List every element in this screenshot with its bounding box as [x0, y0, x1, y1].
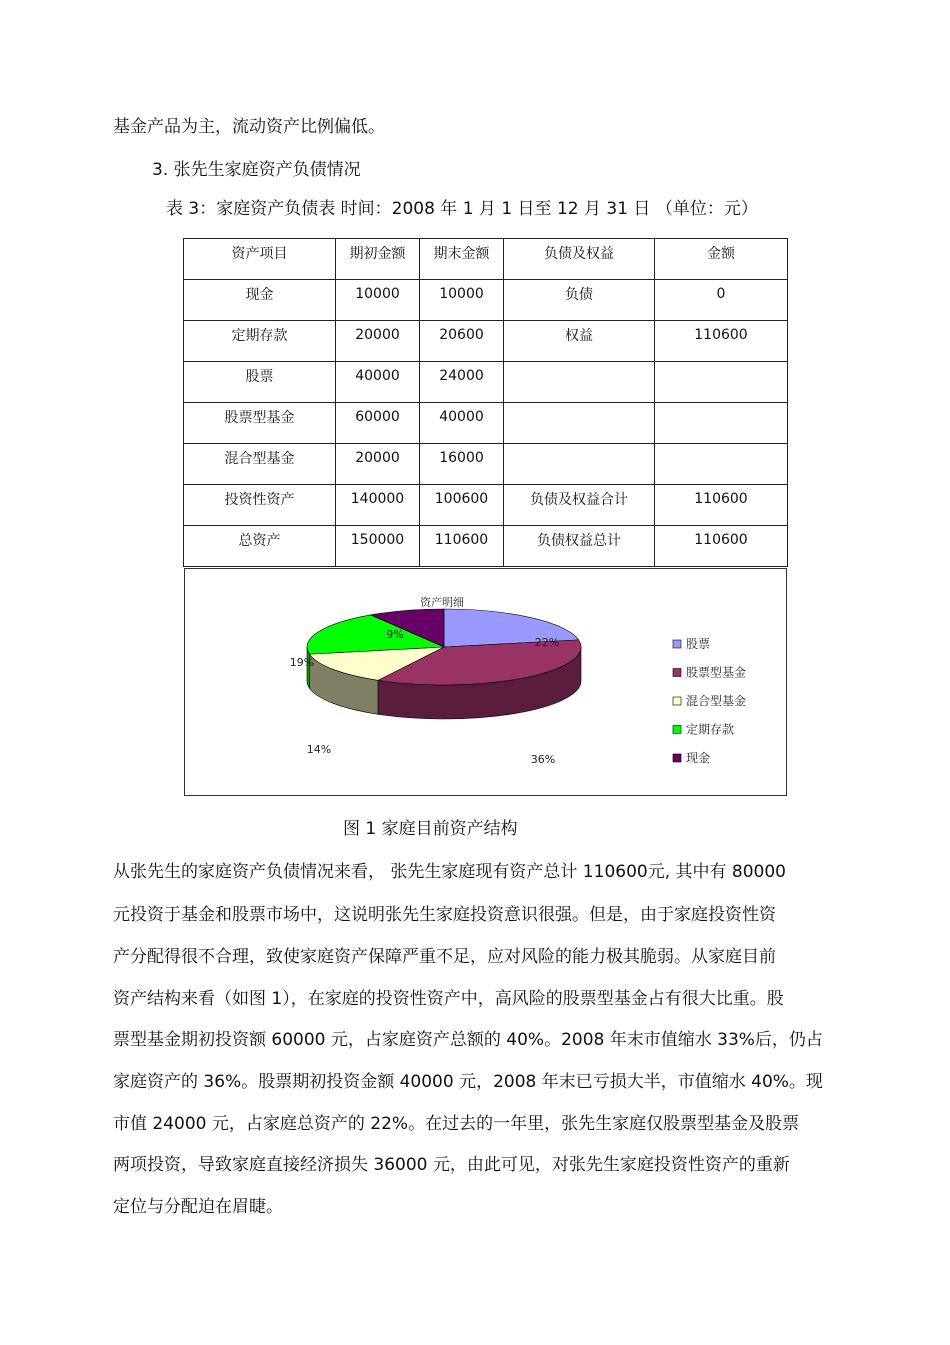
table-header-cell: 期末金额: [420, 239, 504, 280]
legend-swatch: [673, 754, 681, 762]
paragraph-line: 元投资于基金和股票市场中，这说明张先生家庭投资意识很强。但是，由于家庭投资性资: [113, 905, 776, 925]
table-cell: 150000: [336, 526, 420, 567]
table-cell: 权益: [504, 321, 655, 362]
table-header-cell: 期初金额: [336, 239, 420, 280]
legend-label: 股票: [686, 637, 711, 651]
table-cell: 负债权益总计: [504, 526, 655, 567]
table-cell: 20600: [420, 321, 504, 362]
table-header-row: [184, 239, 788, 280]
asset-pie-chart: [184, 568, 787, 796]
table-cell: 24000: [420, 362, 504, 403]
paragraph-line: 定位与分配迫在眉睫。: [113, 1197, 283, 1217]
table-cell: 10000: [420, 280, 504, 321]
legend-label: 股票型基金: [686, 665, 747, 680]
legend-swatch: [673, 640, 681, 648]
table-row: [184, 362, 788, 403]
paragraph-line: 从张先生的家庭资产负债情况来看， 张先生家庭现有资产总计 110600元, 其中有 80000: [113, 862, 786, 882]
pie-chart-svg: [185, 569, 788, 797]
table-row: [184, 403, 788, 444]
table-cell: 负债: [504, 280, 655, 321]
paragraph-line: 两项投资，导致家庭直接经济损失 36000 元，由此可见，对张先生家庭投资性资产的重新: [113, 1155, 790, 1175]
table-cell: [655, 444, 788, 485]
table-header-cell: 资产项目: [184, 239, 336, 280]
table-row: [184, 321, 788, 362]
table-cell: 110600: [420, 526, 504, 567]
paragraph-line: 家庭资产的 36%。股票期初投资金额 40000 元，2008 年末已亏损大半，市值缩水 40%。现: [113, 1072, 823, 1092]
table-header-cell: 金额: [655, 239, 788, 280]
balance-sheet-table: [183, 238, 788, 567]
paragraph-line: 产分配得很不合理，致使家庭资产保障严重不足，应对风险的能力极其脆弱。从家庭目前: [113, 947, 776, 967]
table-cell: [655, 403, 788, 444]
table-cell: 投资性资产: [184, 485, 336, 526]
pie-slice-label: 19%: [289, 656, 315, 669]
table-cell: 股票: [184, 362, 336, 403]
table-cell: 40000: [336, 362, 420, 403]
legend-label: 现金: [686, 751, 711, 765]
intro-line: 基金产品为主，流动资产比例偏低。: [113, 117, 385, 137]
table-cell: 20000: [336, 321, 420, 362]
table-cell: 定期存款: [184, 321, 336, 362]
table-cell: 总资产: [184, 526, 336, 567]
pie-slice-label: 14%: [306, 743, 332, 756]
table-cell: [504, 444, 655, 485]
table-cell: 现金: [184, 280, 336, 321]
legend-swatch: [673, 697, 681, 705]
table-cell: 20000: [336, 444, 420, 485]
table-cell: 100600: [420, 485, 504, 526]
table-cell: 混合型基金: [184, 444, 336, 485]
legend-swatch: [673, 726, 681, 734]
table-row: [184, 485, 788, 526]
table-cell: 140000: [336, 485, 420, 526]
table-cell: [504, 362, 655, 403]
table-cell: 110600: [655, 321, 788, 362]
paragraph-line: 资产结构来看（如图 1），在家庭的投资性资产中，高风险的股票型基金占有很大比重。股: [113, 989, 784, 1009]
table-cell: 40000: [420, 403, 504, 444]
table-cell: 110600: [655, 526, 788, 567]
table-cell: [504, 403, 655, 444]
table-cell: 110600: [655, 485, 788, 526]
table-cell: 16000: [420, 444, 504, 485]
section-heading: 3. 张先生家庭资产负债情况: [152, 160, 361, 180]
pie-slice-label: 9%: [386, 628, 404, 641]
table-cell: 负债及权益合计: [504, 485, 655, 526]
table-row: [184, 526, 788, 567]
table-row: [184, 444, 788, 485]
figure-caption: 图 1 家庭目前资产结构: [343, 819, 518, 839]
legend-label: 定期存款: [686, 722, 735, 737]
table-cell: 0: [655, 280, 788, 321]
table-cell: 10000: [336, 280, 420, 321]
pie-slice-label: 36%: [530, 753, 556, 766]
paragraph-line: 市值 24000 元，占家庭总资产的 22%。在过去的一年里，张先生家庭仅股票型基金及股票: [113, 1114, 800, 1134]
chart-title: 资产明细: [420, 596, 464, 609]
table-row: [184, 280, 788, 321]
table-cell: 60000: [336, 403, 420, 444]
table-caption: 表 3：家庭资产负债表 时间：2008 年 1 月 1 日至 12 月 31 日 （单位：元）: [166, 199, 758, 219]
legend-label: 混合型基金: [686, 694, 747, 708]
table-header-cell: 负债及权益: [504, 239, 655, 280]
pie-slice-label: 22%: [534, 636, 560, 649]
legend-swatch: [673, 669, 681, 677]
table-cell: [655, 362, 788, 403]
paragraph-line: 票型基金期初投资额 60000 元，占家庭资产总额的 40%。2008 年末市值缩水 33%后，仍占: [113, 1030, 823, 1050]
table-cell: 股票型基金: [184, 403, 336, 444]
